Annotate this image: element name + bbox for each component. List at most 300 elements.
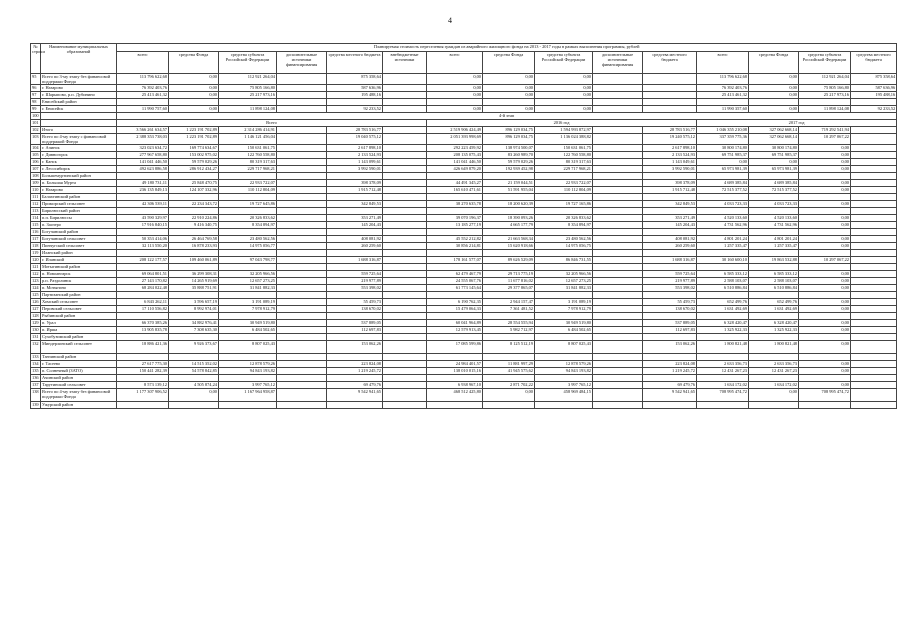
header-municipality: Наименование муниципальных образований <box>41 44 117 74</box>
table-cell <box>697 402 749 409</box>
municipality-name: Танзинский район <box>41 354 117 361</box>
table-cell: 9 926 373,67 <box>169 341 219 354</box>
header-subcolumn: средства Фонда <box>483 52 535 74</box>
header-subcolumn: внебюджетные источники <box>383 52 427 74</box>
table-cell: 4 033 723,33 <box>697 201 749 208</box>
table-cell <box>593 229 643 236</box>
table-cell: 0,00 <box>749 74 799 85</box>
table-cell: 8 354 894,97 <box>535 222 593 229</box>
table-cell <box>169 402 219 409</box>
table-cell <box>749 313 799 320</box>
table-cell: 1 223 191 702,89 <box>169 127 219 134</box>
table-cell: 0,00 <box>799 222 851 229</box>
table-cell <box>383 152 427 159</box>
table-cell: 25 413 461,32 <box>697 92 749 99</box>
table-cell <box>327 208 383 215</box>
table-cell <box>535 292 593 299</box>
table-cell <box>697 292 749 299</box>
table-cell <box>219 173 277 180</box>
table-cell <box>219 229 277 236</box>
table-cell: 14 975 056,75 <box>535 243 593 250</box>
table-cell: 28 554 555,94 <box>483 320 535 327</box>
table-cell <box>851 145 897 152</box>
row-number: 114 <box>31 215 41 222</box>
table-row <box>31 106 897 113</box>
municipality-name: Тарутинский сельсовет <box>41 382 117 389</box>
table-cell: 27 143 170,82 <box>117 278 169 285</box>
table-cell: 2 633 356,73 <box>697 361 749 368</box>
table-cell <box>593 299 643 306</box>
table-cell: 3 997 765,12 <box>535 382 593 389</box>
table-cell: 1 219 245,72 <box>643 368 697 375</box>
table-row <box>31 173 897 180</box>
table-cell <box>697 99 749 106</box>
table-cell: 2 051 393 998,69 <box>427 134 483 145</box>
table-cell <box>383 222 427 229</box>
row-number: 119 <box>31 250 41 257</box>
table-cell: 6 328 420,47 <box>697 320 749 327</box>
table-cell: 41 945 575,62 <box>483 368 535 375</box>
municipality-name: г. Тасеево <box>41 361 117 368</box>
table-cell <box>799 208 851 215</box>
table-cell: 12 657 273,25 <box>535 278 593 285</box>
table-row <box>31 271 897 278</box>
table-cell: 0,00 <box>799 285 851 292</box>
table-cell <box>593 187 643 194</box>
table-cell: 537 889,05 <box>643 320 697 327</box>
table-cell: 28 783 516,77 <box>327 127 383 134</box>
table-cell: 19 727 645,86 <box>219 201 277 208</box>
row-number: 103 <box>31 134 41 145</box>
table-cell: 0,00 <box>799 327 851 334</box>
table-cell: 18 390 093,26 <box>483 215 535 222</box>
table-cell <box>593 320 643 327</box>
table-cell <box>749 208 799 215</box>
table-cell <box>277 361 327 368</box>
table-cell: 0,00 <box>749 159 799 166</box>
table-cell <box>383 127 427 134</box>
table-cell <box>383 354 427 361</box>
table-cell: 15 620 918,66 <box>483 243 535 250</box>
table-cell: 2 519 906 424,49 <box>427 127 483 134</box>
table-cell <box>277 201 327 208</box>
table-cell: 408 081,92 <box>327 236 383 243</box>
table-cell <box>383 85 427 92</box>
table-cell: 1 631 492,69 <box>749 306 799 313</box>
table-cell <box>851 222 897 229</box>
table-cell: 3 992 590,01 <box>643 166 697 173</box>
table-cell <box>851 334 897 341</box>
table-cell <box>593 250 643 257</box>
table-cell <box>117 334 169 341</box>
table-cell: 24 984 401,57 <box>427 361 483 368</box>
row-number: 112 <box>31 201 41 208</box>
table-cell <box>277 92 327 99</box>
table-cell <box>851 194 897 201</box>
table-cell <box>643 74 697 85</box>
municipality-name: г. Лесосибирск <box>41 166 117 173</box>
table-cell <box>799 264 851 271</box>
table-cell: 22 910 224,86 <box>169 215 219 222</box>
table-cell: 30 800 174,80 <box>697 145 749 152</box>
table-cell: 0,00 <box>799 152 851 159</box>
table-cell: 138 974 500,07 <box>483 145 535 152</box>
table-cell <box>383 334 427 341</box>
table-cell: 0,00 <box>169 74 219 85</box>
table-cell: 12 878 579,26 <box>219 361 277 368</box>
table-cell <box>277 334 327 341</box>
table-cell: 6 484 502,65 <box>535 327 593 334</box>
table-cell: 65 973 981,39 <box>749 166 799 173</box>
header-subcolumn: всего <box>427 52 483 74</box>
municipality-name: Миндерлинский сельсовет <box>41 341 117 354</box>
table-cell <box>117 402 169 409</box>
table-cell <box>169 375 219 382</box>
table-cell: 32 205 966,56 <box>535 271 593 278</box>
table-cell: 11 898 124,08 <box>799 106 851 113</box>
table-cell: 30 160 600,10 <box>697 257 749 264</box>
row-number: 98 <box>31 99 41 106</box>
table-cell <box>277 402 327 409</box>
table-cell <box>117 250 169 257</box>
table-row <box>31 368 897 375</box>
table-row <box>31 257 897 264</box>
table-cell <box>643 173 697 180</box>
table-cell <box>697 375 749 382</box>
table-cell <box>383 313 427 320</box>
table-cell: 12 431 267,23 <box>697 368 749 375</box>
municipality-name: Сухобузимский район <box>41 334 117 341</box>
table-cell: 2 871 702,22 <box>483 382 535 389</box>
table-cell <box>383 278 427 285</box>
table-cell: 6 190 762,35 <box>427 299 483 306</box>
header-group-title: Планируемая стоимость переселения граждан из аварийного жилищного фонда на 2013 - 2017 годы в рамках выполнения программы, рублей <box>117 44 897 52</box>
table-cell <box>851 152 897 159</box>
table-cell <box>219 292 277 299</box>
table-cell <box>383 208 427 215</box>
table-cell: 0,00 <box>799 215 851 222</box>
table-cell <box>327 354 383 361</box>
table-cell <box>169 99 219 106</box>
table-cell <box>851 292 897 299</box>
table-cell <box>169 194 219 201</box>
table-cell: 0,00 <box>799 201 851 208</box>
row-number: 121 <box>32 264 39 269</box>
table-cell: 1 223 191 702,89 <box>169 134 219 145</box>
table-cell <box>851 389 897 402</box>
table-cell <box>427 264 483 271</box>
table-cell <box>483 402 535 409</box>
table-cell: 4 033 723,33 <box>749 201 799 208</box>
table-cell: 110 112 804,09 <box>535 187 593 194</box>
table-row <box>31 113 897 120</box>
table-cell: 11 898 124,08 <box>219 106 277 113</box>
table-cell <box>277 354 327 361</box>
table-cell <box>427 354 483 361</box>
row-number: 126 <box>32 299 39 304</box>
table-cell <box>535 402 593 409</box>
table-cell: 110 112 804,09 <box>219 187 277 194</box>
table-cell: 25 413 461,32 <box>117 92 169 99</box>
municipality-name: п. Новоангарск <box>41 271 117 278</box>
table-cell: 353 271,49 <box>327 215 383 222</box>
table-row <box>31 341 897 354</box>
table-cell: 0,00 <box>799 236 851 243</box>
table-cell <box>851 166 897 173</box>
table-cell <box>593 152 643 159</box>
row-number: 125 <box>32 292 39 297</box>
table-cell: 4 731 562,96 <box>697 222 749 229</box>
row-number: 105 <box>32 152 39 157</box>
table-cell <box>535 99 593 106</box>
table-cell <box>277 229 327 236</box>
table-cell <box>483 375 535 382</box>
table-cell: 138 010 015,16 <box>427 368 483 375</box>
table-cell <box>643 402 697 409</box>
table-cell: 18 886 421,36 <box>117 341 169 354</box>
table-cell: 22 933 722,07 <box>219 180 277 187</box>
table-cell <box>169 173 219 180</box>
table-cell <box>851 159 897 166</box>
table-cell: 0,00 <box>799 180 851 187</box>
table-cell <box>219 375 277 382</box>
table-cell: 0,00 <box>483 85 535 92</box>
table-cell <box>277 74 327 85</box>
table-cell: 4 731 562,96 <box>749 222 799 229</box>
table-cell <box>851 341 897 354</box>
municipality-name: г. Шарыпово, р.п. Дубинино <box>41 92 117 99</box>
table-cell <box>535 375 593 382</box>
table-cell <box>483 194 535 201</box>
row-number: 128 <box>32 313 39 318</box>
table-cell: 192 939 452,98 <box>483 166 535 173</box>
table-cell <box>277 306 327 313</box>
table-cell <box>593 243 643 250</box>
table-cell <box>383 215 427 222</box>
table-cell: 11 990 757,60 <box>117 106 169 113</box>
table-cell: 4 665 177,79 <box>483 222 535 229</box>
table-cell: 76 392 403,76 <box>697 85 749 92</box>
table-cell <box>383 389 427 402</box>
table-cell: 3 997 765,12 <box>219 382 277 389</box>
table-cell: 0,00 <box>427 106 483 113</box>
table-cell: 0,00 <box>799 166 851 173</box>
table-cell <box>427 250 483 257</box>
table-cell: 14 515 352,02 <box>169 361 219 368</box>
table-cell <box>799 292 851 299</box>
table-cell <box>593 85 643 92</box>
table-cell <box>383 361 427 368</box>
table-cell: 553 398,02 <box>643 285 697 292</box>
table-cell <box>383 382 427 389</box>
table-cell: 1 136 024 388,82 <box>535 134 593 145</box>
table-cell: 12 579 913,45 <box>427 327 483 334</box>
table-cell <box>117 194 169 201</box>
table-cell: 6 484 502,65 <box>219 327 277 334</box>
table-cell: 8 807 025,43 <box>219 341 277 354</box>
table-row <box>31 361 897 368</box>
table-cell: 0,00 <box>749 92 799 99</box>
table-cell <box>117 208 169 215</box>
table-cell <box>383 74 427 85</box>
table-cell: 141 041 446,50 <box>117 159 169 166</box>
table-cell: 62 479 467,79 <box>427 271 483 278</box>
table-cell <box>483 208 535 215</box>
table-cell: 165 610 471,61 <box>427 187 483 194</box>
table-cell <box>427 173 483 180</box>
table-cell <box>383 99 427 106</box>
table-cell: 20 326 833,62 <box>219 215 277 222</box>
table-cell: 61 773 145,64 <box>427 285 483 292</box>
table-cell <box>799 250 851 257</box>
table-cell <box>851 320 897 327</box>
row-number: 109 <box>32 180 39 185</box>
table-cell <box>117 292 169 299</box>
table-cell: 1 800 821,48 <box>749 341 799 354</box>
table-cell <box>851 257 897 264</box>
resettlement-cost-table <box>30 43 897 409</box>
table-cell: 9 542 941,65 <box>643 389 697 402</box>
table-cell <box>643 264 697 271</box>
table-cell <box>749 229 799 236</box>
table-cell <box>851 313 897 320</box>
table-cell: 109 460 061,89 <box>169 257 219 264</box>
table-cell: 4 689 385,84 <box>749 180 799 187</box>
table-cell: 323 023 634,72 <box>117 145 169 152</box>
table-cell: 0,00 <box>483 74 535 85</box>
table-cell <box>219 250 277 257</box>
table-row <box>31 92 897 99</box>
table-cell <box>383 285 427 292</box>
table-cell <box>643 313 697 320</box>
table-cell: 113 796 622,68 <box>697 74 749 85</box>
table-cell <box>851 201 897 208</box>
table-cell: 587 636,96 <box>327 85 383 92</box>
table-cell: 7 978 912,79 <box>535 306 593 313</box>
table-cell <box>117 99 169 106</box>
table-cell <box>749 264 799 271</box>
table-cell: 50 353 414,06 <box>117 236 169 243</box>
table-cell <box>643 106 697 113</box>
table-cell: 277 967 658,80 <box>117 152 169 159</box>
table-cell: 6 938 967,10 <box>427 382 483 389</box>
header-row-number: № строки <box>31 44 41 74</box>
table-cell: 14 265 919,69 <box>169 278 219 285</box>
table-cell <box>593 271 643 278</box>
municipality-name: р.п. Раздолинск <box>41 278 117 285</box>
table-cell: 94 843 193,82 <box>219 368 277 375</box>
table-cell <box>593 215 643 222</box>
table-cell <box>219 194 277 201</box>
table-cell: 0,00 <box>427 74 483 85</box>
table-cell <box>593 327 643 334</box>
table-cell: 112 921 264,04 <box>219 74 277 85</box>
table-row <box>31 299 897 306</box>
table-cell <box>277 271 327 278</box>
table-cell <box>117 173 169 180</box>
table-cell: 15 479 064,33 <box>427 306 483 313</box>
municipality-name: п.п. Бирилюссы <box>41 215 117 222</box>
table-cell: 4 689 385,84 <box>697 180 749 187</box>
table-cell: 178 161 577,07 <box>427 257 483 264</box>
row-number: 106 <box>32 159 39 164</box>
table-cell <box>277 99 327 106</box>
table-cell <box>327 402 383 409</box>
table-cell <box>277 194 327 201</box>
municipality-name: п. Мотыгино <box>41 285 117 292</box>
table-row <box>31 382 897 389</box>
table-cell <box>383 236 427 243</box>
table-cell <box>277 278 327 285</box>
table-cell: 7 361 481,52 <box>483 306 535 313</box>
table-cell: 0,00 <box>535 92 593 99</box>
table-cell: 8 573 139,12 <box>117 382 169 389</box>
municipality-name: Перовский сельсовет <box>41 306 117 313</box>
row-number: 107 <box>32 166 39 171</box>
table-cell: 1 325 922,33 <box>749 327 799 334</box>
table-cell: 408 081,92 <box>643 236 697 243</box>
header-subcolumn: средства местного бюджета <box>643 52 697 74</box>
table-cell: 69 751 985,37 <box>697 152 749 159</box>
table-cell: 20 326 833,62 <box>535 215 593 222</box>
municipality-name: Итого <box>41 127 117 134</box>
table-cell <box>383 271 427 278</box>
table-cell: 13 185 277,19 <box>427 222 483 229</box>
row-number: 124 <box>32 285 39 290</box>
table-cell <box>697 313 749 320</box>
table-cell: 468 512 425,80 <box>427 389 483 402</box>
table-cell: 76 392 403,76 <box>117 85 169 92</box>
table-cell: 113 796 622,68 <box>117 74 169 85</box>
table-cell <box>697 173 749 180</box>
table-cell: 208 122 177,57 <box>117 257 169 264</box>
table-cell: 12 431 267,23 <box>749 368 799 375</box>
table-cell: 150 631 061,75 <box>535 145 593 152</box>
table-cell <box>277 299 327 306</box>
table-cell <box>277 320 327 327</box>
table-cell <box>851 278 897 285</box>
table-cell: 2 588 103,07 <box>749 278 799 285</box>
table-cell <box>851 375 897 382</box>
table-row <box>31 180 897 187</box>
table-cell <box>851 354 897 361</box>
table-cell: 89 626 529,09 <box>483 257 535 264</box>
table-cell <box>851 229 897 236</box>
municipality-name <box>41 113 117 120</box>
table-cell <box>593 74 643 85</box>
table-cell <box>169 250 219 257</box>
header-subcolumn: средства субъекта Российской Федерации <box>799 52 851 74</box>
table-cell <box>799 375 851 382</box>
table-cell <box>169 229 219 236</box>
table-cell: 18 200 620,39 <box>483 201 535 208</box>
table-cell <box>535 229 593 236</box>
table-cell: 8 354 894,97 <box>219 222 277 229</box>
table-cell <box>383 187 427 194</box>
table-row <box>31 229 897 236</box>
table-cell: 30 949 519,80 <box>535 320 593 327</box>
table-cell <box>427 292 483 299</box>
municipality-name: Богучанский сельсовет <box>41 236 117 243</box>
table-cell: 6 328 420,47 <box>749 320 799 327</box>
table-cell: 24 555 067,76 <box>427 278 483 285</box>
table-cell: 0,00 <box>749 106 799 113</box>
table-cell: 75 805 166,80 <box>799 85 851 92</box>
table-cell: 896 129 034,75 <box>483 127 535 134</box>
row-number: 99 <box>31 106 41 113</box>
municipality-name: Енисейский район <box>41 99 117 106</box>
row-number: 115 <box>31 222 41 229</box>
